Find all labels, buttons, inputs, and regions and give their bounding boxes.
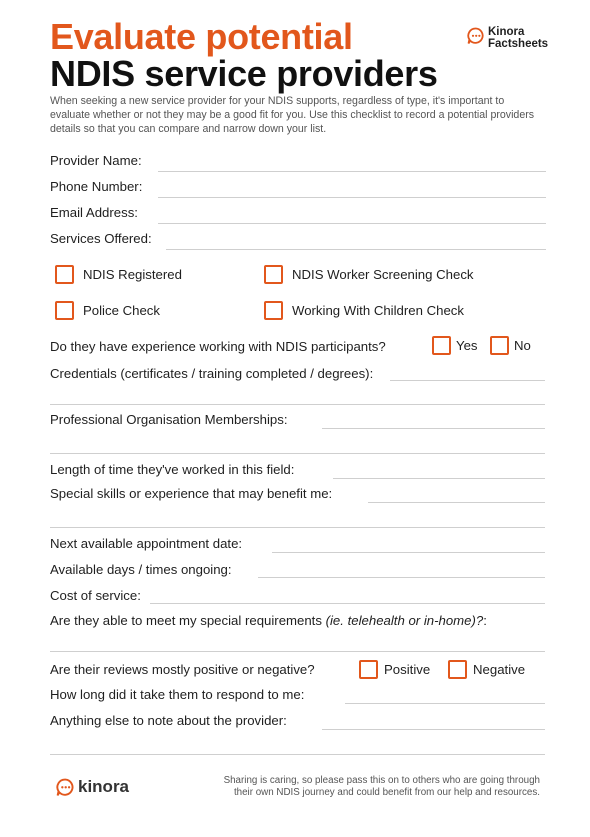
special-skills-label: Special skills or experience that may benefit me: <box>50 486 333 501</box>
credentials-line-1[interactable] <box>390 380 545 381</box>
reviews-positive-checkbox[interactable] <box>359 660 378 679</box>
ndis-registered-checkbox[interactable] <box>55 265 74 284</box>
brand-name: Kinora <box>488 26 525 38</box>
speech-bubble-icon <box>467 27 485 45</box>
special-requirements-example: (ie. telehealth or in-home)? <box>325 613 484 628</box>
police-check-label: Police Check <box>83 303 160 318</box>
provider-name-label: Provider Name: <box>50 153 142 168</box>
anything-else-line-1[interactable] <box>322 729 545 730</box>
response-time-line[interactable] <box>345 703 545 704</box>
email-address-label: Email Address: <box>50 205 138 220</box>
cost-label: Cost of service: <box>50 588 141 603</box>
intro-paragraph: When seeking a new service provider for your NDIS supports, regardless of type, it's important to evaluate whether or not they may be a good fit for you. Use this checklist to record a potential providers details so that you can compare and narrow down your list. <box>50 95 535 135</box>
credentials-label: Credentials (certificates / training completed / degrees): <box>50 366 374 381</box>
credentials-line-2[interactable] <box>50 404 545 405</box>
special-requirements-question <box>50 612 487 630</box>
special-requirements-line[interactable] <box>50 651 545 652</box>
reviews-positive-label: Positive <box>384 662 431 677</box>
wwc-check-label: Working With Children Check <box>292 303 464 318</box>
page-title-line1: Evaluate potential <box>50 16 353 57</box>
available-days-line[interactable] <box>258 577 545 578</box>
memberships-line-1[interactable] <box>322 428 545 429</box>
special-skills-line-2[interactable] <box>50 527 545 528</box>
response-time-label: How long did it take them to respond to me: <box>50 687 305 702</box>
length-of-time-label: Length of time they've worked in this field: <box>50 462 295 477</box>
phone-number-label: Phone Number: <box>50 179 143 194</box>
experience-yes-label: Yes <box>456 338 478 353</box>
experience-yes-checkbox[interactable] <box>432 336 451 355</box>
wwc-check-checkbox[interactable] <box>264 301 283 320</box>
worker-screening-checkbox[interactable] <box>264 265 283 284</box>
next-appointment-label: Next available appointment date: <box>50 536 243 551</box>
special-requirements-suffix: : <box>483 613 487 628</box>
memberships-label: Professional Organisation Memberships: <box>50 412 288 427</box>
experience-no-checkbox[interactable] <box>490 336 509 355</box>
cost-line[interactable] <box>150 603 545 604</box>
email-address-line[interactable] <box>158 223 546 224</box>
phone-number-line[interactable] <box>158 197 546 198</box>
experience-no-label: No <box>514 338 531 353</box>
special-requirements-text: Are they able to meet my special requirements <box>50 613 326 628</box>
kinora-factsheets-logo <box>467 24 563 52</box>
footer-brand-name: kinora <box>78 777 130 796</box>
services-offered-line[interactable] <box>166 249 546 250</box>
length-of-time-line[interactable] <box>333 478 545 479</box>
anything-else-label: Anything else to note about the provider: <box>50 713 287 728</box>
speech-bubble-icon <box>56 778 75 797</box>
next-appointment-line[interactable] <box>272 552 545 553</box>
reviews-negative-label: Negative <box>473 662 526 677</box>
reviews-negative-checkbox[interactable] <box>448 660 467 679</box>
experience-question: Do they have experience working with NDIS participants? <box>50 339 386 354</box>
anything-else-line-2[interactable] <box>50 754 545 755</box>
memberships-line-2[interactable] <box>50 453 545 454</box>
brand-subtitle: Factsheets <box>488 38 549 50</box>
available-days-label: Available days / times ongoing: <box>50 562 232 577</box>
provider-name-line[interactable] <box>158 171 546 172</box>
special-skills-line-1[interactable] <box>368 502 545 503</box>
police-check-checkbox[interactable] <box>55 301 74 320</box>
worker-screening-label: NDIS Worker Screening Check <box>292 267 474 282</box>
reviews-question: Are their reviews mostly positive or negative? <box>50 662 315 677</box>
kinora-footer-logo <box>56 776 136 800</box>
footer-sharing-text: Sharing is caring, so please pass this on to others who are going through their own NDIS journey and could benefit from our help and resources. <box>223 775 540 798</box>
services-offered-label: Services Offered: <box>50 231 152 246</box>
page-title-line2: NDIS service providers <box>50 53 438 94</box>
ndis-registered-label: NDIS Registered <box>83 267 182 282</box>
